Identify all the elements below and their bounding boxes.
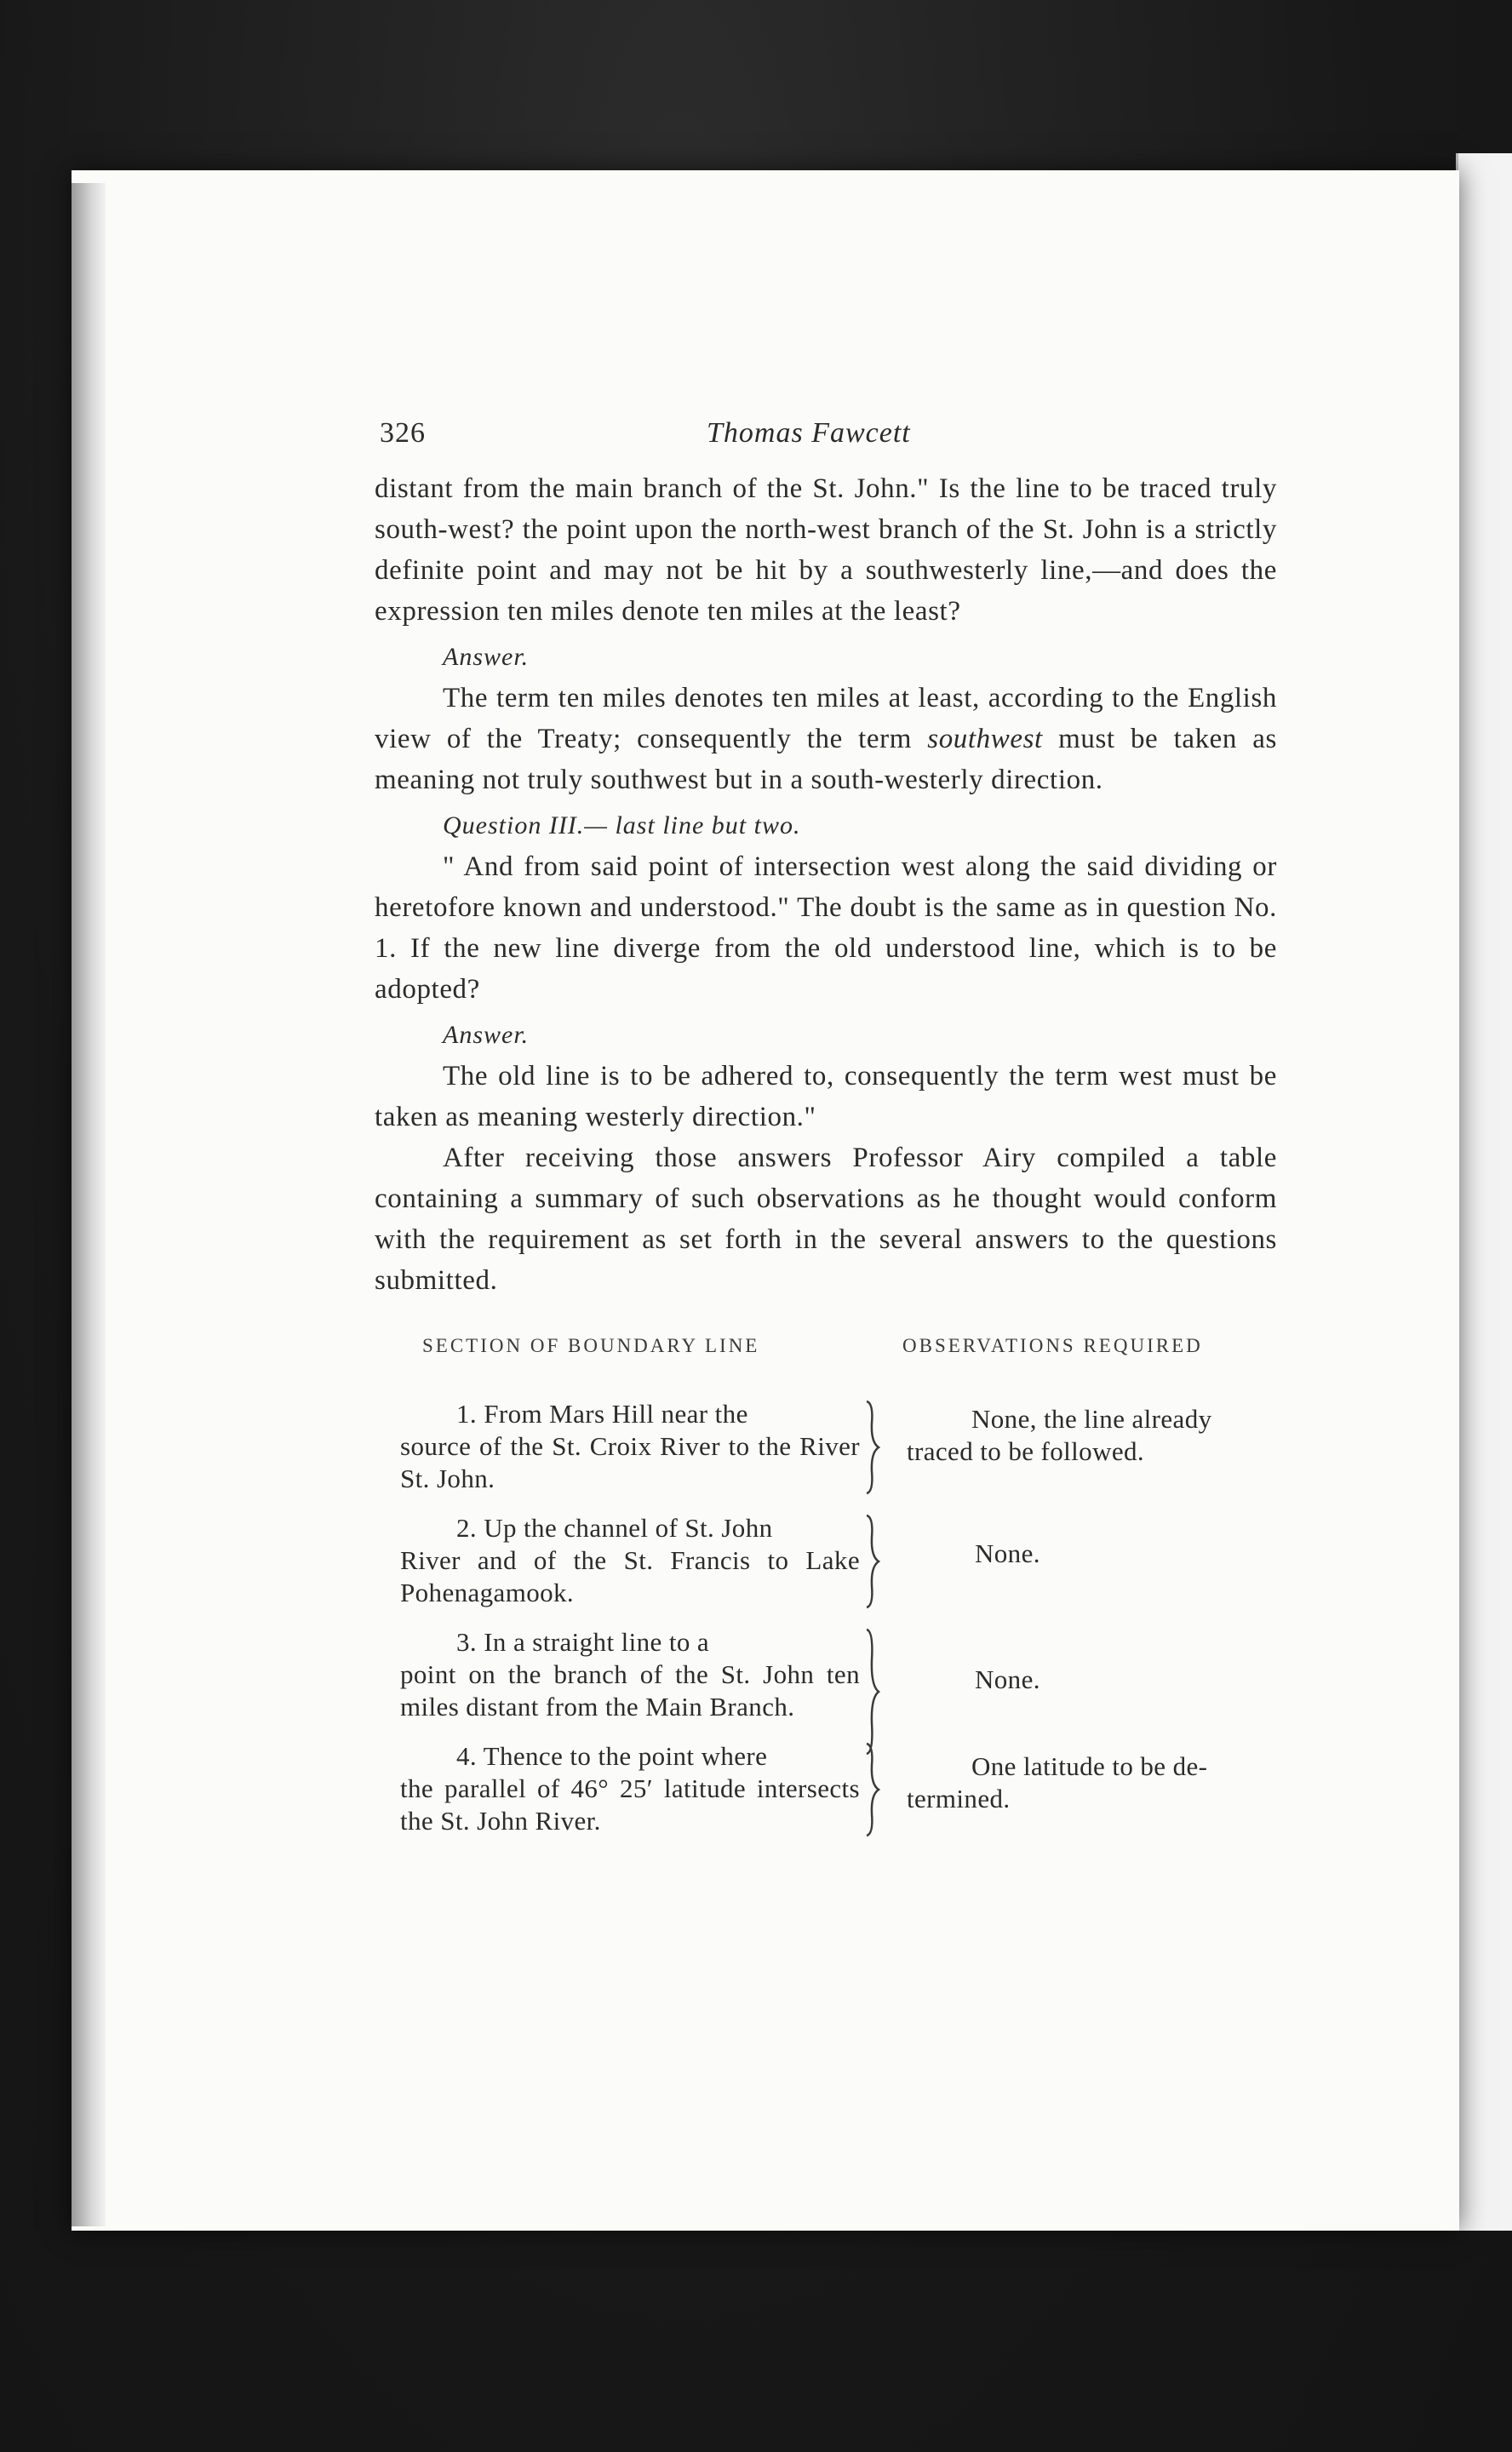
- question-paragraph: " And from said point of intersection west along the said dividing or heretofore known and understood." The doubt is the same as in question No. 1. If the new line diverge from the old understood line, which is to be adopted?: [375, 851, 1277, 1005]
- observation-cell: [907, 1403, 1281, 1468]
- brace-icon: [862, 1740, 884, 1839]
- observation-first-line: None.: [975, 1664, 1040, 1694]
- table-row: [375, 1626, 1277, 1723]
- observation-cell: [907, 1664, 1281, 1696]
- answer-paragraph: [375, 678, 1277, 800]
- observation-first-line: One latitude to be de-: [971, 1751, 1208, 1781]
- section-cell: [400, 1626, 860, 1723]
- section-first-line: 3. In a straight line to a: [456, 1627, 710, 1657]
- section-rest: point on the branch of the St. John ten miles distant from the Main Branch.: [400, 1659, 860, 1722]
- running-title: Thomas Fawcett: [707, 417, 911, 449]
- observation-rest: traced to be followed.: [907, 1436, 1145, 1466]
- summary-paragraph: After receiving those answers Professor Airy compiled a table containing a summary of such observations as he thought would conform with the requirement as set forth in the several answers to the questions submitted.: [375, 1143, 1277, 1296]
- table-header-observations: OBSERVATIONS REQUIRED: [902, 1335, 1203, 1356]
- observation-cell: [907, 1538, 1281, 1570]
- observation-first-line: None.: [975, 1538, 1040, 1568]
- page-content: [375, 417, 1277, 1837]
- section-rest: the parallel of 46° 25′ latitude intersects the St. John River.: [400, 1773, 860, 1836]
- observation-cell: [907, 1750, 1281, 1815]
- table-header: [375, 1326, 1277, 1381]
- next-page-edge: [1456, 153, 1512, 2231]
- answer-text-end: must be taken as meaning not truly southwest but in a south-westerly direction.: [375, 724, 1277, 795]
- table-row: [375, 1398, 1277, 1495]
- brace-icon: [862, 1626, 884, 1757]
- table-row: [375, 1512, 1277, 1609]
- answer-label: Answer.: [443, 643, 530, 671]
- section-rest: River and of the St. Francis to Lake Pohenagamook.: [400, 1545, 860, 1607]
- page-number: 326: [380, 417, 426, 449]
- answer-text-start: The term ten miles denotes ten miles at least, according to the English view of the Treaty; consequently the term: [375, 683, 1277, 754]
- question-label: Question III.— last line but two.: [443, 811, 801, 839]
- answer-label-2: Answer.: [443, 1021, 530, 1049]
- running-head: [375, 417, 1277, 468]
- section-first-line: 2. Up the channel of St. John: [456, 1513, 773, 1543]
- observation-rest: termined.: [907, 1784, 1011, 1813]
- paragraph-continued: distant from the main branch of the St. John." Is the line to be traced truly south-west? the point upon the north-west branch of the St. John is a strictly definite point and may not be hit by a southwesterly line,—and does the expression ten miles denote ten miles at the least?: [375, 473, 1277, 627]
- section-first-line: 1. From Mars Hill near the: [456, 1399, 748, 1429]
- answer-italic-term: southwest: [927, 724, 1043, 754]
- observation-first-line: None, the line already: [971, 1404, 1212, 1434]
- table-header-section: SECTION OF BOUNDARY LINE: [422, 1335, 760, 1356]
- table-row: [375, 1740, 1277, 1837]
- section-cell: [400, 1512, 860, 1609]
- page-gutter-shadow: [72, 183, 106, 2226]
- section-cell: [400, 1740, 860, 1837]
- brace-icon: [862, 1512, 884, 1611]
- section-first-line: 4. Thence to the point where: [456, 1741, 768, 1771]
- answer-paragraph-2: The old line is to be adhered to, consequently the term west must be taken as meaning westerly direction.": [375, 1061, 1277, 1132]
- section-cell: [400, 1398, 860, 1495]
- section-rest: source of the St. Croix River to the River St. John.: [400, 1431, 860, 1493]
- brace-icon: [862, 1398, 884, 1497]
